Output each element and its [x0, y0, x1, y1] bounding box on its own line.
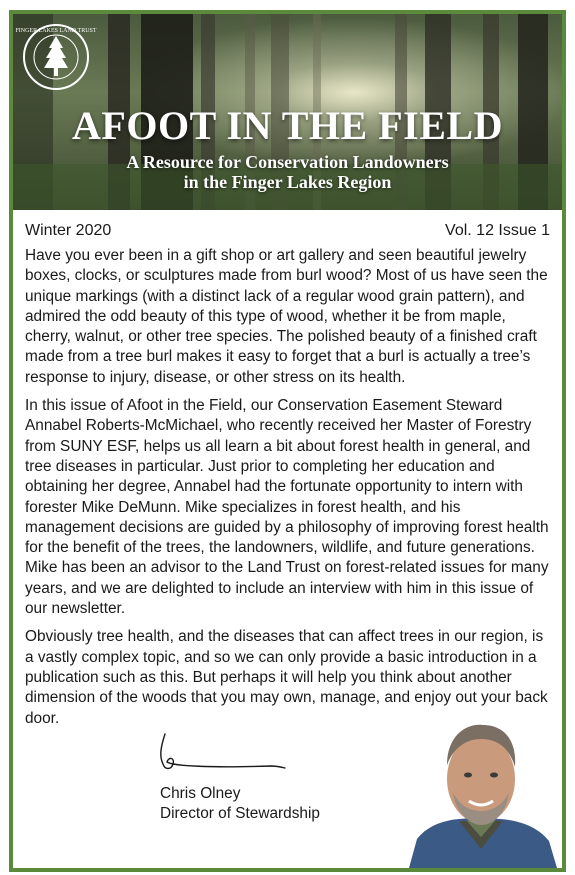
subtitle-line-1: A Resource for Conservation Landowners: [126, 152, 449, 172]
paragraph: In this issue of Afoot in the Field, our Conservation Easement Steward Annabel Roberts-McMichael, who recently received her Master of Forestry from SUNY ESF, helps us all learn a bit about forest health in general, and tree diseases in particular. Just prior to completing her education and obtaining her degree, Annabel had the fortunate opportunity to intern with forester Mike DeMunn. Mike specializes in forest health, and his management decisions are guided by a philosophy of improving forest health for the benefit of the trees, the landowners, wildlife, and future generations. Mike has been an advisor to the Land Trust on forest-related issues for many years, and we are delighted to include an interview with him in this issue of our newsletter.: [25, 397, 549, 618]
paragraph: Have you ever been in a gift shop or art gallery and seen beautiful jewelry boxes, clocks, or sculptures made from burl wood? Most of us have seen the unique markings (with a distinct lack of a regular wood grain pattern), and admired the odd beauty of this type of wood, whether it be from maple, cherry, walnut, or other tree species. The polished beauty of a finished craft made from a tree burl makes it easy to forget that a burl is actually a tree’s response to injury, disease, or other stress on its health.: [25, 247, 548, 386]
article-body: [25, 246, 553, 737]
issue-volume: Vol. 12 Issue 1: [445, 222, 550, 239]
header-banner: [13, 14, 562, 210]
signature-title: Director of Stewardship: [160, 805, 320, 822]
land-trust-logo: [15, 22, 97, 92]
paragraph: Obviously tree health, and the diseases that can affect trees in our region, is a vastly complex topic, and so we can only provide a basic introduction in a publication such as this. But perhaps it will help you think about another dimension of the woods that you may own, manage, and enjoy out your back door.: [25, 628, 548, 727]
handwritten-signature: [151, 726, 291, 786]
signature-name: Chris Olney: [160, 785, 241, 802]
svg-text:FINGER LAKES LAND TRUST: FINGER LAKES LAND TRUST: [15, 28, 97, 34]
subtitle-line-2: in the Finger Lakes Region: [183, 172, 392, 192]
newsletter-page: [9, 10, 566, 872]
issue-season: Winter 2020: [25, 222, 112, 239]
author-portrait: [401, 709, 562, 868]
newsletter-title: AFOOT IN THE FIELD: [72, 103, 503, 148]
